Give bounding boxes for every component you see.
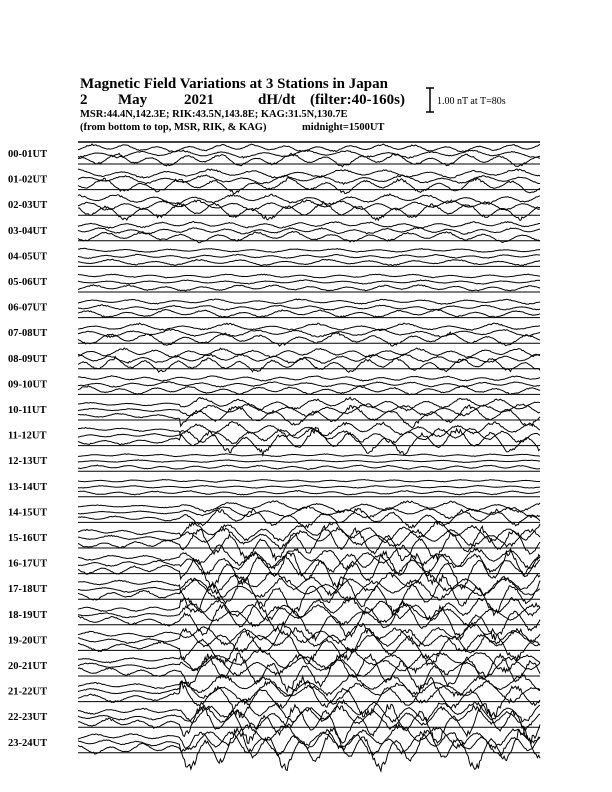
trace-msr (78, 309, 540, 317)
hour-row (8, 144, 540, 167)
hour-label: 02-03UT (8, 200, 48, 212)
hour-label: 13-14UT (8, 481, 48, 493)
trace-kag (78, 169, 540, 178)
filter-label: (filter:40-160s) (310, 92, 405, 108)
trace-msr (78, 629, 540, 666)
hour-row (8, 376, 540, 395)
trace-rik (78, 603, 540, 626)
hour-label: 09-10UT (8, 379, 48, 391)
trace-rik (78, 305, 540, 310)
trace-rik (78, 506, 540, 518)
trace-kag (78, 348, 540, 358)
trace-rik (78, 329, 540, 337)
hour-label: 14-15UT (8, 507, 48, 519)
trace-kag (78, 376, 540, 381)
hour-label: 11-12UT (8, 430, 47, 442)
trace-rik (78, 227, 540, 234)
hour-row (8, 169, 540, 194)
hour-label: 20-21UT (8, 661, 48, 672)
trace-kag (78, 299, 540, 304)
hour-row (8, 299, 540, 318)
trace-kag (78, 194, 540, 204)
chart-header (80, 76, 405, 133)
hour-row (8, 348, 540, 372)
hour-row (8, 194, 540, 220)
hour-label: 06-07UT (8, 302, 48, 314)
date-year: 2021 (184, 92, 214, 108)
hour-label: 05-06UT (8, 277, 48, 288)
order-note: (from bottom to top, MSR, RIK, & KAG) (80, 122, 267, 133)
trace-kag (78, 454, 540, 457)
trace-rik (78, 485, 540, 488)
trace-msr (78, 427, 540, 455)
hour-row (8, 248, 540, 266)
trace-msr (78, 386, 540, 395)
hour-row (8, 454, 540, 471)
hour-label: 15-16UT (8, 533, 48, 544)
hour-label: 03-04UT (8, 225, 48, 237)
trace-kag (78, 700, 540, 724)
hour-label: 08-09UT (8, 353, 48, 365)
trace-msr (78, 491, 540, 495)
hour-row (8, 221, 540, 242)
trace-kag (78, 274, 540, 278)
trace-kag (78, 248, 540, 252)
scale-bar (426, 88, 506, 112)
trace-msr (78, 728, 540, 771)
hour-row (8, 397, 540, 427)
hour-label: 16-17UT (8, 558, 48, 570)
quantity-label: dH/dt (258, 92, 296, 108)
hour-label: 01-02UT (8, 174, 48, 186)
trace-rik (78, 280, 540, 284)
stations-line: MSR:44.4N,142.3E; RIK:43.5N,143.8E; KAG:31.5N,130.7E (80, 109, 348, 120)
hour-row (8, 501, 540, 528)
trace-kag (78, 221, 540, 228)
trace-rik (78, 382, 540, 387)
hour-label: 12-13UT (8, 456, 48, 468)
hour-label: 07-08UT (8, 328, 48, 340)
trace-msr (78, 202, 540, 221)
hour-label: 17-18UT (8, 584, 48, 596)
trace-msr (78, 465, 540, 470)
hour-row (8, 274, 540, 292)
hour-label: 00-01UT (8, 149, 48, 160)
hour-row (8, 597, 540, 640)
hour-row (8, 323, 540, 346)
trace-msr (78, 405, 540, 428)
trace-msr (78, 357, 540, 373)
trace-msr (78, 508, 540, 528)
trace-rik (78, 576, 540, 601)
hour-rows (8, 142, 540, 771)
trace-kag (78, 323, 540, 330)
trace-kag (78, 597, 540, 621)
hour-label: 10-11UT (8, 405, 47, 416)
hour-row (8, 724, 540, 771)
trace-msr (78, 601, 540, 641)
trace-msr (78, 285, 540, 291)
midnight-note: midnight=1500UT (302, 122, 385, 133)
hour-row (8, 700, 540, 745)
trace-rik (78, 460, 540, 463)
hour-row (8, 422, 540, 456)
hour-label: 23-24UT (8, 737, 48, 749)
trace-rik (78, 628, 540, 653)
hour-label: 18-19UT (8, 609, 48, 621)
scale-bar-label: 1.00 nT at T=80s (437, 96, 506, 107)
trace-msr (78, 153, 540, 167)
hour-label: 04-05UT (8, 251, 48, 263)
trace-rik (78, 254, 540, 258)
chart-title: Magnetic Field Variations at 3 Stations in Japan (80, 76, 388, 92)
date-month: May (118, 92, 148, 108)
hour-label: 22-23UT (8, 712, 48, 724)
hour-label: 21-22UT (8, 686, 48, 698)
hour-row (8, 674, 540, 718)
trace-kag (78, 480, 540, 483)
trace-msr (78, 259, 540, 266)
hour-label: 19-20UT (8, 635, 48, 647)
hour-row (8, 522, 540, 561)
date-day: 2 (80, 92, 88, 108)
hour-row (8, 480, 540, 497)
